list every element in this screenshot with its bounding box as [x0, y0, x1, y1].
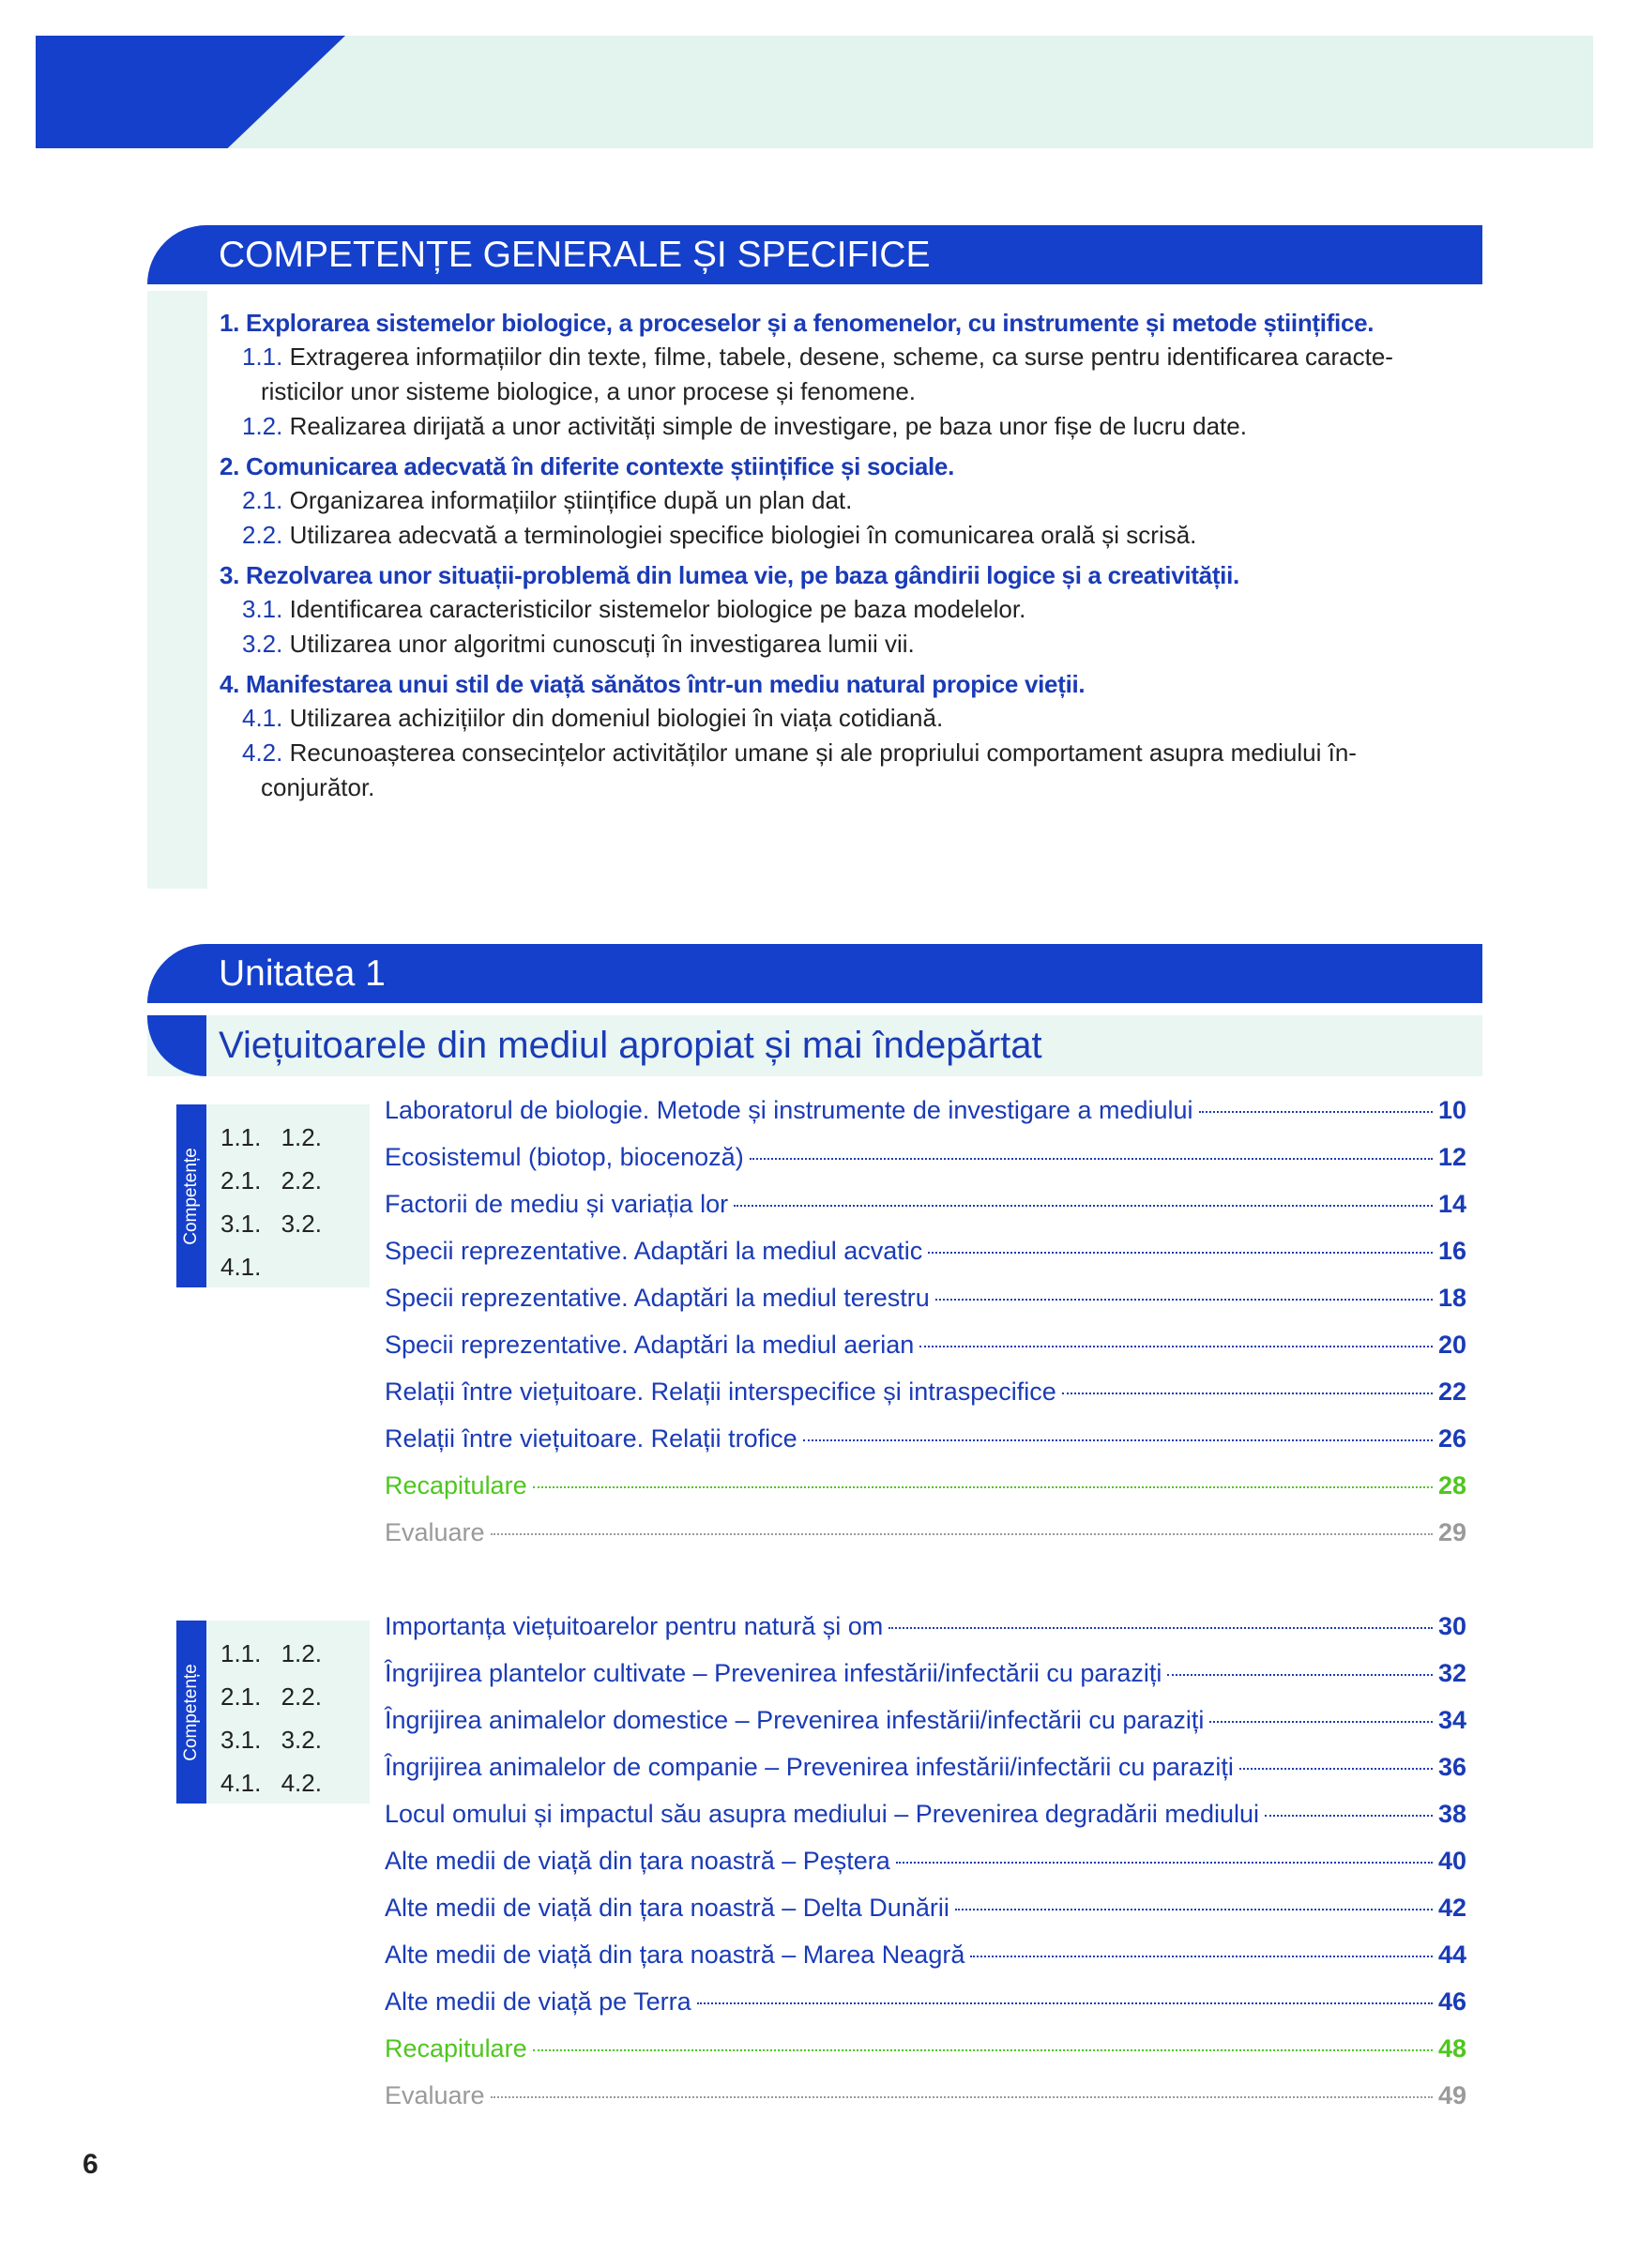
top-header-band: [36, 36, 1593, 148]
toc-page: 22: [1437, 1378, 1466, 1406]
toc-entry-title: Specii reprezentative. Adaptări la mediul acvatic: [385, 1237, 923, 1265]
toc-leader: [1209, 1721, 1433, 1723]
toc-page: 38: [1437, 1800, 1466, 1828]
competence-item: [220, 701, 1481, 736]
competences-list: [220, 306, 1481, 811]
toc-page: 44: [1437, 1941, 1466, 1969]
toc-leader: [533, 2049, 1433, 2051]
competence-number: 1.2.: [242, 412, 283, 440]
toc-entry[interactable]: [385, 1190, 1466, 1237]
competence-item: [220, 340, 1481, 409]
toc-entry-title: Alte medii de viață din țara noastră – Delta Dunării: [385, 1894, 949, 1922]
toc-entry-title: Importanța viețuitoarelor pentru natură și om: [385, 1612, 884, 1640]
toc-entry-title: Specii reprezentative. Adaptări la mediul terestru: [385, 1284, 930, 1312]
toc-leader: [491, 1533, 1433, 1535]
competences-side-panel: [147, 291, 207, 889]
competence-number: 2.1.: [242, 486, 283, 514]
competences-vertical-bar: [176, 1621, 206, 1804]
toc-entry-title: Factorii de mediu și variația lor: [385, 1190, 729, 1218]
toc-leader: [1062, 1393, 1433, 1394]
unit-title: Viețuitoarele din mediul apropiat și mai îndepărtat: [219, 1025, 1042, 1066]
toc-entry[interactable]: [385, 1941, 1466, 1987]
toc-page: 46: [1437, 1987, 1466, 2016]
competences-sidebar: [176, 1621, 370, 1804]
competence-item: [220, 483, 1481, 518]
competences-vertical-bar: [176, 1104, 206, 1287]
competence-group: [220, 558, 1481, 662]
toc-entry-title: Alte medii de viață din țara noastră – Marea Neagră: [385, 1941, 965, 1969]
competence-code-row: 2.1. 2.2.: [220, 1166, 322, 1195]
competence-code-row: 3.1. 3.2.: [220, 1726, 322, 1754]
toc-entry-title: Îngrijirea plantelor cultivate – Prevenirea infestării/infectării cu paraziți: [385, 1659, 1162, 1687]
toc-page: 30: [1437, 1612, 1466, 1640]
toc-entry[interactable]: [385, 1800, 1466, 1847]
toc-leader: [919, 1346, 1433, 1347]
unit-title-corner: [147, 1015, 206, 1076]
competence-text: Organizarea informațiilor științifice după un plan dat.: [289, 486, 853, 514]
toc-page: 16: [1437, 1237, 1466, 1265]
toc-page: 29: [1437, 1518, 1466, 1546]
competence-code-row: 4.1.: [220, 1253, 262, 1281]
toc-entry-title: Recapitulare: [385, 2034, 527, 2063]
toc-leader: [533, 1486, 1433, 1488]
competences-sidebar: [176, 1104, 370, 1287]
competences-vertical-label: Competențe: [181, 1147, 201, 1245]
competences-header: [147, 225, 1482, 284]
toc-entry-title: Relații între viețuitoare. Relații interspecifice și intraspecifice: [385, 1378, 1056, 1406]
toc-entry[interactable]: [385, 1894, 1466, 1941]
toc-entry-title: Îngrijirea animalelor domestice – Prevenirea infestării/infectării cu paraziți: [385, 1706, 1205, 1734]
toc-entry-title: Recapitulare: [385, 1471, 527, 1499]
toc-leader: [750, 1158, 1433, 1160]
toc-leader: [1239, 1768, 1433, 1770]
competence-code-row: 3.1. 3.2.: [220, 1210, 322, 1238]
toc-page: 42: [1437, 1894, 1466, 1922]
toc-entry[interactable]: [385, 1753, 1466, 1800]
competence-group-title: 4. Manifestarea unui stil de viață sănătos într-un mediu natural propice vieții.: [220, 670, 1086, 698]
toc-entry[interactable]: [385, 1847, 1466, 1894]
competence-item: [220, 518, 1481, 553]
toc-entry-title: Ecosistemul (biotop, biocenoză): [385, 1143, 744, 1171]
toc-entry[interactable]: [385, 1331, 1466, 1378]
competence-number: 4.1.: [242, 704, 283, 732]
toc-leader: [1167, 1674, 1433, 1676]
competence-code-row: 2.1. 2.2.: [220, 1682, 322, 1711]
competence-item: [220, 409, 1481, 444]
competence-item: [220, 627, 1481, 662]
competence-group: [220, 449, 1481, 553]
toc-entry-title: Alte medii de viață din țara noastră – Peștera: [385, 1847, 890, 1875]
toc-entry-title: Laboratorul de biologie. Metode și instrumente de investigare a mediului: [385, 1096, 1193, 1124]
toc-entry[interactable]: [385, 1987, 1466, 2034]
page-number: 6: [83, 2149, 99, 2180]
competence-codes: [220, 1116, 322, 1288]
toc-entry-title: Îngrijirea animalelor de companie – Prevenirea infestării/infectării cu paraziți: [385, 1753, 1234, 1781]
toc-entry-title: Evaluare: [385, 2081, 485, 2109]
toc-page: 36: [1437, 1753, 1466, 1781]
toc-entry-title: Specii reprezentative. Adaptări la mediul aerian: [385, 1331, 915, 1359]
toc-list: [385, 1612, 1466, 2128]
toc-page: 32: [1437, 1659, 1466, 1687]
competence-group-title: 2. Comunicarea adecvată în diferite contexte științifice și sociale.: [220, 452, 955, 480]
competence-code-row: 1.1. 1.2.: [220, 1123, 322, 1151]
toc-leader: [1199, 1111, 1433, 1113]
toc-entry[interactable]: [385, 1284, 1466, 1331]
toc-entry[interactable]: [385, 1237, 1466, 1284]
competence-text: Identificarea caracteristicilor sistemelor biologice pe baza modelelor.: [289, 595, 1026, 623]
toc-leader: [896, 1862, 1433, 1864]
competences-vertical-label: Competențe: [181, 1663, 201, 1761]
competence-number: 2.2.: [242, 521, 283, 549]
toc-entry-eval[interactable]: [385, 2081, 1466, 2128]
toc-entry[interactable]: [385, 1378, 1466, 1424]
toc-leader: [888, 1627, 1433, 1629]
competence-number: 4.2.: [242, 738, 283, 767]
toc-leader: [734, 1205, 1433, 1207]
competence-text: Recunoașterea consecințelor activităților umane și ale propriului comportament asupra mediului în-: [289, 738, 1357, 767]
toc-leader: [491, 2096, 1433, 2098]
unit-label: Unitatea 1: [219, 953, 386, 994]
toc-entry[interactable]: [385, 1659, 1466, 1706]
toc-page: 12: [1437, 1143, 1466, 1171]
toc-entry-title: Alte medii de viață pe Terra: [385, 1987, 691, 2016]
unit-title-bar: [147, 1015, 1482, 1076]
toc-list: [385, 1096, 1466, 1565]
toc-entry[interactable]: [385, 1096, 1466, 1143]
toc-entry[interactable]: [385, 1612, 1466, 1659]
toc-entry-eval[interactable]: [385, 1518, 1466, 1565]
toc-page: 14: [1437, 1190, 1466, 1218]
toc-entry[interactable]: [385, 1424, 1466, 1471]
header-blue-shape: [36, 36, 345, 148]
unit-header: [147, 944, 1482, 1003]
toc-page: 48: [1437, 2034, 1466, 2063]
toc-entry-recap[interactable]: [385, 1471, 1466, 1518]
competence-code-row: 4.1. 4.2.: [220, 1769, 322, 1797]
competence-text: Realizarea dirijată a unor activități simple de investigare, pe baza unor fișe de lucru date.: [289, 412, 1247, 440]
toc-leader: [970, 1956, 1433, 1957]
toc-page: 34: [1437, 1706, 1466, 1734]
competence-text: Utilizarea adecvată a terminologiei specifice biologiei în comunicarea orală și scrisă.: [289, 521, 1197, 549]
toc-leader: [697, 2002, 1433, 2004]
toc-entry-title: Relații între viețuitoare. Relații trofice: [385, 1424, 797, 1453]
toc-entry-recap[interactable]: [385, 2034, 1466, 2081]
competence-codes: [220, 1632, 322, 1804]
toc-page: 49: [1437, 2081, 1466, 2109]
competence-group: [220, 667, 1481, 805]
competence-number: 1.1.: [242, 342, 283, 371]
competence-code-row: 1.1. 1.2.: [220, 1639, 322, 1667]
competence-text: Extragerea informațiilor din texte, filme, tabele, desene, scheme, ca surse pentru identificarea caracte-: [289, 342, 1393, 371]
toc-leader: [935, 1299, 1433, 1301]
toc-leader: [803, 1439, 1433, 1441]
toc-leader: [1265, 1815, 1433, 1817]
competence-number: 3.1.: [242, 595, 283, 623]
competence-text-cont: conjurător.: [261, 773, 375, 801]
competence-group: [220, 306, 1481, 444]
toc-page: 28: [1437, 1471, 1466, 1499]
competences-title: COMPETENȚE GENERALE ȘI SPECIFICE: [219, 235, 931, 275]
toc-entry-title: Evaluare: [385, 1518, 485, 1546]
competence-item: [220, 592, 1481, 627]
competence-text: Utilizarea achizițiilor din domeniul biologiei în viața cotidiană.: [289, 704, 944, 732]
competence-text: Utilizarea unor algoritmi cunoscuți în investigarea lumii vii.: [289, 630, 915, 658]
toc-page: 18: [1437, 1284, 1466, 1312]
competence-number: 3.2.: [242, 630, 283, 658]
toc-entry[interactable]: [385, 1706, 1466, 1753]
toc-entry[interactable]: [385, 1143, 1466, 1190]
toc-page: 26: [1437, 1424, 1466, 1453]
competence-group-title: 1. Explorarea sistemelor biologice, a proceselor și a fenomenelor, cu instrumente și metode științifice.: [220, 309, 1374, 337]
toc-leader: [928, 1252, 1433, 1254]
competence-text-cont: risticilor unor sisteme biologice, a unor procese și fenomene.: [261, 377, 917, 405]
toc-entry-title: Locul omului și impactul său asupra mediului – Prevenirea degradării mediului: [385, 1800, 1259, 1828]
toc-page: 20: [1437, 1331, 1466, 1359]
competence-item: [220, 736, 1481, 805]
toc-page: 40: [1437, 1847, 1466, 1875]
toc-leader: [955, 1909, 1433, 1910]
competence-group-title: 3. Rezolvarea unor situații-problemă din lumea vie, pe baza gândirii logice și a creativității.: [220, 561, 1239, 589]
toc-page: 10: [1437, 1096, 1466, 1124]
